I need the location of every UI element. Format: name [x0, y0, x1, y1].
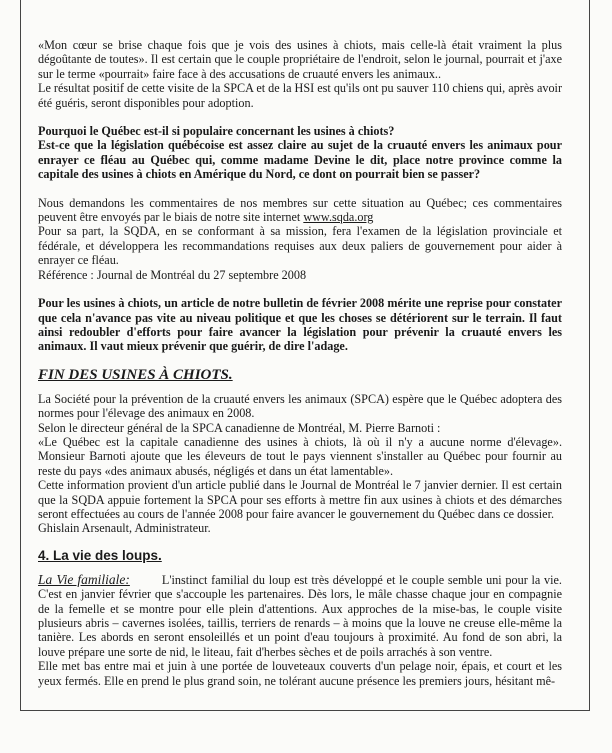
- paragraph-bold: Pour les usines à chiots, un article de notre bulletin de février 2008 mérite une reprise pour constater que cela n'avance pas vite au niveau politique et que les choses se détériorent sur le terrain. Il faut ainsi redoubler d'efforts pour faire avancer la législation pour prévenir la cruauté envers les animaux. Il vaut mieux prévenir que guérir, de dire l'adage.: [38, 296, 562, 354]
- paragraph-text: Nous demandons les commentaires de nos membres sur cette situation au Québec; ces commentaires peuvent être envoyés par le biais de notre site internet: [38, 195, 562, 225]
- paragraph: [38, 196, 562, 225]
- section-heading: FIN DES USINES À CHIOTS.: [38, 366, 233, 383]
- page-content: [38, 38, 562, 688]
- reference: Référence : Journal de Montréal du 27 septembre 2008: [38, 267, 307, 282]
- section-heading: 4. La vie des loups.: [38, 547, 162, 563]
- paragraph: «Mon cœur se brise chaque fois que je vois des usines à chiots, mais celle-là était vraiment la plus dégoûtante de toutes». Il est certain que le couple propriétaire de l'endroit, selon le journal, pourrait et j'axe sur le terme «pourrait» faire face à des accusations de cruauté envers les animaux..: [38, 38, 562, 81]
- section-question: Pourquoi le Québec est-il si populaire concernant les usines à chiots?: [38, 124, 395, 139]
- paragraph: Le résultat positif de cette visite de la SPCA et de la HSI est qu'ils ont pu sauver 110 chiens qui, après avoir été guéris, seront disponibles pour adoption.: [38, 81, 563, 110]
- paragraph: «Le Québec est la capitale canadienne des usines à chiots, là où il n'y a aucune norme d'élevage». Monsieur Barnoti ajoute que les éleveurs de tout le pays viennent s'installer au Québec pour fournir au reste du pays «des animaux abusés, négligés et dans un état lamentable».: [38, 434, 562, 478]
- paragraph: Cette information provient d'un article publié dans le Journal de Montréal le 7 janvier dernier. Il est certain que la SQDA appuie fortement la SPCA pour ses efforts à mettre fin aux usines à chiots et des démarches seront effectuées au cours de l'année 2008 pour faire avancer le gouvernement du Québec dans ce dossier.: [38, 478, 562, 521]
- paragraph: La Société pour la prévention de la cruauté envers les animaux (SPCA) espère que le Québec adoptera des normes pour l'élevage des animaux en 2008.: [38, 391, 562, 421]
- paragraph-text: L'instinct familial du loup est très développé et le couple semble uni pour la vie. C'est en janvier février que s'accouple les partenaires. Dès lors, le mâle chasse chaque jour en compagnie de la femelle et se montre pour elle plein d'attentions. Aux approches de la mise-bas, le couple visite plusieurs abris – cavernes isolées, taillis, terriers de renards – à moins que la louve ne creuse elle-même la tanière. Les abords en seront ensoleillés et un point d'eau toujours à proximité. Au fond de son abri, la louve prépare une sorte de nid, le liteau, fait d'herbes sèches et de poils arrachés à son ventre.: [38, 572, 562, 659]
- paragraph: Elle met bas entre mai et juin à une portée de louveteaux couverts d'un pelage noir, épais, et court et les yeux fermés. Elle en prend le plus grand soin, ne tolérant aucune présence les premiers jours, hésitant mê-: [38, 659, 562, 688]
- signature: Ghislain Arsenault, Administrateur.: [38, 521, 211, 536]
- paragraph: Selon le directeur général de la SPCA canadienne de Montréal, M. Pierre Barnoti :: [38, 420, 441, 435]
- section-question-body: Est-ce que la législation québécoise est assez claire au sujet de la cruauté envers les animaux pour enrayer ce fléau au Québec qui, comme madame Devine le dit, place notre province comme la capitale des usines à chiots en Amérique du Nord, ce dont on pourrait bien se passer?: [38, 138, 562, 182]
- website-link[interactable]: www.sqda.org: [303, 210, 374, 225]
- subheading: La Vie familiale:: [38, 571, 130, 587]
- paragraph: [38, 573, 562, 659]
- paragraph: Pour sa part, la SQDA, en se conformant à sa mission, fera l'examen de la législation provinciale et fédérale, et développera les recommandations requises aux deux paliers de gouvernement pour aider à enrayer ce fléau.: [38, 224, 562, 268]
